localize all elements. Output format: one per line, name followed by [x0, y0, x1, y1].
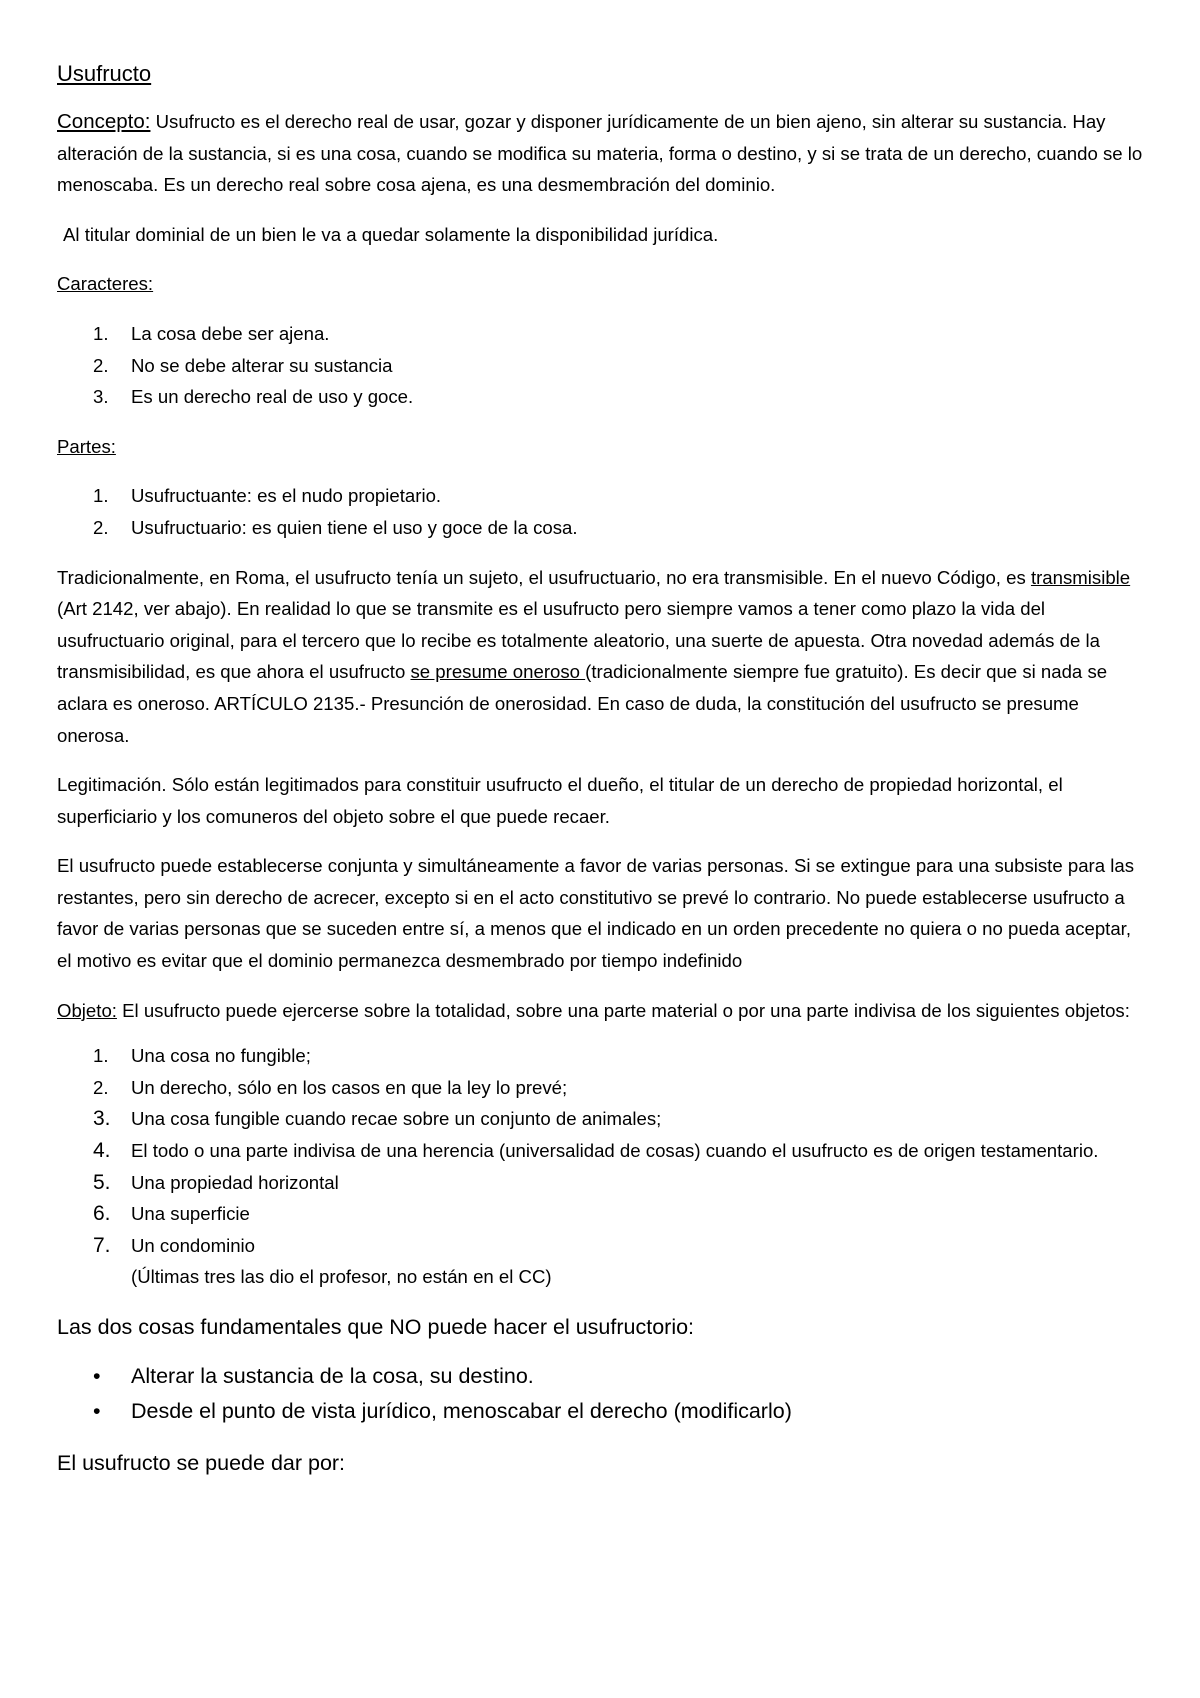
- concepto-paragraph: [57, 106, 1147, 201]
- list-number: 3.: [93, 1107, 111, 1131]
- list-item: [57, 1359, 1147, 1394]
- list-item: [57, 318, 1147, 350]
- list-number: 4.: [93, 1139, 111, 1163]
- caracteres-list: [57, 318, 1147, 413]
- concepto-label: Concepto:: [57, 110, 151, 133]
- caracteres-heading: [57, 268, 1147, 300]
- objeto-note: (Últimas tres las dio el profesor, no están en el CC): [131, 1266, 552, 1288]
- tradicional-text-2: (Art 2142, ver abajo). En realidad lo que se transmite es el usufructo pero siempre vamos a tener como plazo la vida del usufructuario original, para el tercero que lo recibe es totalmente aleatorio, una suerte de apuesta. Otra novedad además de la transmisibilidad, es que ahora el usufructo: [57, 598, 1100, 683]
- list-item-text: La cosa debe ser ajena.: [131, 322, 330, 344]
- list-item: [57, 1230, 1147, 1262]
- list-item-text: No se debe alterar su sustancia: [131, 354, 393, 376]
- list-item-text: El todo o una parte indivisa de una herencia (universalidad de cosas) cuando el usufructo es de origen testamentario.: [131, 1140, 1099, 1162]
- list-item-text: Alterar la sustancia de la cosa, su destino.: [131, 1364, 534, 1388]
- list-number: 1.: [93, 1045, 109, 1067]
- list-number: 2.: [93, 354, 109, 376]
- list-item-text: Usufructuante: es el nudo propietario.: [131, 485, 442, 507]
- list-item: [57, 1040, 1147, 1072]
- partes-heading: [57, 431, 1147, 463]
- list-item: [57, 381, 1147, 413]
- legitimacion-paragraph: Legitimación. Sólo están legitimados para constituir usufructo el dueño, el titular de un derecho de propiedad horizontal, el superficiario y los comuneros del objeto sobre el que puede recaer.: [57, 774, 1063, 827]
- list-item-text: Una superficie: [131, 1203, 250, 1225]
- no-puede-heading: Las dos cosas fundamentales que NO puede hacer el usufructorio:: [57, 1315, 695, 1339]
- objeto-paragraph: [57, 995, 1147, 1027]
- tradicional-paragraph: [57, 562, 1147, 752]
- list-item: [57, 512, 1147, 544]
- transmisible-underlined: transmisible: [1030, 566, 1131, 588]
- list-number: 7.: [93, 1233, 111, 1257]
- list-item-text: Un condominio: [131, 1234, 256, 1256]
- conjunta-paragraph: El usufructo puede establecerse conjunta y simultáneamente a favor de varias personas. Si se extingue para una subsiste para las restantes, pero sin derecho de acrecer, excepto si en el acto constitutivo se prevé lo contrario. No puede establecerse usufructo a favor de varias personas que se suceden entre sí, a menos que el indicado en un orden precedente no quiera o no pueda aceptar, el motivo es evitar que el dominio permanezca desmembrado por tiempo indefinido: [57, 855, 1135, 972]
- bullet-icon: •: [93, 1399, 101, 1423]
- list-number: 6.: [93, 1202, 111, 1226]
- list-item-text: Es un derecho real de uso y goce.: [131, 386, 414, 408]
- list-item: [57, 480, 1147, 512]
- partes-label: Partes:: [57, 435, 116, 457]
- list-item: [57, 1198, 1147, 1230]
- list-number: 1.: [93, 485, 109, 507]
- document-page: [57, 58, 1147, 1495]
- objeto-list: [57, 1040, 1147, 1261]
- se-puede-dar-heading: El usufructo se puede dar por:: [57, 1451, 346, 1475]
- titular-paragraph: Al titular dominial de un bien le va a quedar solamente la disponibilidad jurídica.: [63, 223, 719, 245]
- tradicional-text-3: (tradicionalmente siempre fue gratuito). Es decir que si nada se aclara es oneroso. ARTÍCULO 2135.- Presunción de onerosidad. En caso de duda, la constitución del usufructo se presume onerosa.: [57, 661, 1108, 746]
- concepto-text: Usufructo es el derecho real de usar, gozar y disponer jurídicamente de un bien ajeno, sin alterar su sustancia. Hay alteración de la sustancia, si es una cosa, cuando se modifica su materia, forma o destino, y si se trata de un derecho, cuando se lo menoscaba. Es un derecho real sobre cosa ajena, es una desmembración del dominio.: [57, 111, 1143, 196]
- page-title: Usufructo: [57, 61, 152, 86]
- list-number: 1.: [93, 322, 109, 344]
- list-item-text: Una cosa no fungible;: [131, 1045, 311, 1067]
- no-puede-list: [57, 1359, 1147, 1429]
- list-item: [57, 1394, 1147, 1429]
- list-number: 3.: [93, 386, 109, 408]
- bullet-icon: •: [93, 1364, 101, 1388]
- partes-list: [57, 480, 1147, 543]
- list-item-text: Una propiedad horizontal: [131, 1171, 339, 1193]
- list-item-text: Un derecho, sólo en los casos en que la ley lo prevé;: [131, 1076, 568, 1098]
- list-item: [57, 1103, 1147, 1135]
- caracteres-label: Caracteres:: [57, 273, 154, 295]
- list-item: [57, 1072, 1147, 1104]
- list-number: 5.: [93, 1170, 111, 1194]
- tradicional-text-1: Tradicionalmente, en Roma, el usufructo tenía un sujeto, el usufructuario, no era transmisible. En el nuevo Código, es: [57, 566, 1031, 588]
- list-item: [57, 1135, 1147, 1167]
- objeto-label: Objeto:: [57, 999, 117, 1021]
- list-item: [57, 350, 1147, 382]
- list-item: [57, 1167, 1147, 1199]
- list-number: 2.: [93, 1076, 109, 1098]
- list-item-text: Una cosa fungible cuando recae sobre un conjunto de animales;: [131, 1108, 662, 1130]
- list-item-text: Usufructuario: es quien tiene el uso y goce de la cosa.: [131, 516, 578, 538]
- list-number: 2.: [93, 516, 109, 538]
- se-presume-oneroso-underlined: se presume oneroso: [410, 661, 586, 683]
- objeto-text: El usufructo puede ejercerse sobre la totalidad, sobre una parte material o por una parte indivisa de los siguientes objetos:: [116, 999, 1130, 1021]
- list-item-text: Desde el punto de vista jurídico, menoscabar el derecho (modificarlo): [131, 1399, 792, 1423]
